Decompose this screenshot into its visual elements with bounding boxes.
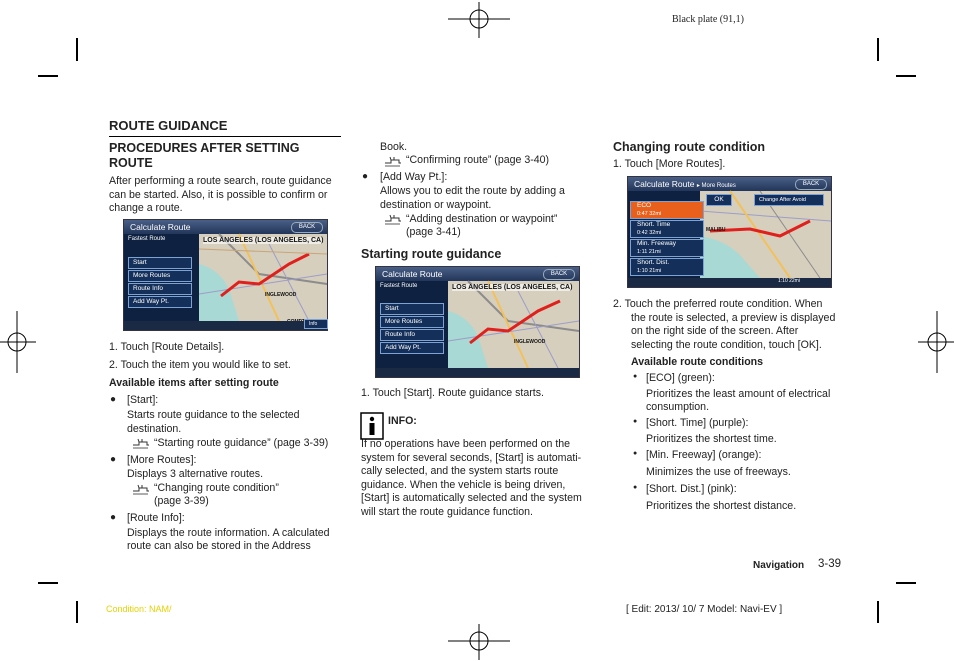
items-heading: Available items after setting route [109,377,279,389]
item-reference: (page 3-39) [154,495,209,507]
plate-label: Black plate (91,1) [672,14,744,25]
option-name: Short. Dist. [637,259,670,266]
screen-footer [376,368,579,377]
registration-mark-top [448,2,510,38]
step-1: 1. Touch [Route Details]. [109,341,225,353]
step-2-line: on the right side of the screen. After [631,325,799,337]
item-desc: Starts route guidance to the selected [127,409,300,421]
footer-section: Navigation [753,560,805,571]
condition-label: Condition: NAM/ [106,604,172,614]
route-option-short-time[interactable] [630,220,704,238]
condition-label: [Min. Freeway] (orange): [646,449,762,461]
more-routes-screen [627,176,832,288]
back-button[interactable]: BACK [795,179,827,190]
crop-mark [877,38,879,61]
route-details-screen [123,219,328,331]
item-reference: “Confirming route” (page 3-40) [406,154,550,166]
step-2-line: the route is selected, a preview is displayed [631,312,836,324]
bullet: ● [633,418,638,425]
bullet: ● [110,512,117,523]
destination-address: LOS ANGELES (LOS ANGELES, CA) [452,284,573,291]
condition-desc: consumption. [646,401,710,413]
destination-address: LOS ANGELES (LOS ANGELES, CA) [203,237,324,244]
info-line: If no operations have been performed on the [361,438,571,450]
item-reference: “Adding destination or waypoint” [406,213,558,225]
screen-title: Calculate Route [124,220,327,234]
intro-line: After performing a route search, route guidance [109,175,332,187]
registration-mark-right [918,311,954,373]
ok-button[interactable]: OK [706,194,732,206]
condition-desc: Minimizes the use of freeways. [646,466,791,478]
back-button[interactable]: BACK [543,269,575,280]
condition-desc: Prioritizes the least amount of electrical [646,388,831,400]
registration-mark-left [0,311,36,373]
crop-mark [896,582,916,584]
intro-line: change a route. [109,202,183,214]
info-line: will start the route guidance function. [361,506,533,518]
registration-mark-bottom [448,624,510,660]
bullet: ● [633,450,638,457]
option-info: 1:10 21mi [637,268,662,274]
starting-guidance-heading: Starting route guidance [361,247,502,261]
item-desc: destination. [127,423,182,435]
step-1: 1. Touch [More Routes]. [613,158,726,170]
crop-mark [76,601,78,623]
more-routes-button[interactable]: More Routes [380,316,444,328]
changing-route-heading: Changing route condition [613,140,766,154]
screen-footer [628,278,831,287]
route-option-min-freeway[interactable] [630,239,704,257]
start-step: 1. Touch [Start]. Route guidance starts. [361,387,544,399]
option-info: 0:47 32mi [637,211,662,217]
option-info: 0:42 32mi [637,230,662,236]
item-label: [More Routes]: [127,454,197,466]
map-city-label: MALIBU [706,227,726,233]
step-2: 2. Touch the item you would like to set. [109,359,291,371]
start-button[interactable]: Start [380,303,444,315]
add-waypoint-button[interactable]: Add Way Pt. [380,342,444,354]
crop-mark [38,75,58,77]
crop-mark [38,582,58,584]
bullet: ● [633,373,638,380]
conditions-heading: Available route conditions [631,356,764,368]
info-heading: INFO: [388,415,417,427]
screen-subtitle: Fastest Route [380,283,418,289]
page-number: 3-39 [818,558,842,570]
info-line: system for several seconds, [Start] is automati- [361,452,582,464]
reference-icon [384,155,402,168]
crop-mark [877,601,879,623]
item-label: [Route Info]: [127,512,185,524]
step-2-line: 2. Touch the preferred route condition. When [613,298,823,310]
breadcrumb: ▸ More Routes [696,183,736,189]
bullet: ● [362,171,369,182]
info-button[interactable]: Info [304,319,328,329]
route-option-short-dist[interactable] [630,258,704,276]
condition-label: [Short. Time] (purple): [646,417,749,429]
item-desc: Allows you to edit the route by adding a [380,185,565,197]
bullet: ● [110,394,117,405]
info-line: cally selected, and the system starts route [361,465,559,477]
crop-mark [896,75,916,77]
route-info-button[interactable]: Route Info [380,329,444,341]
condition-label: [ECO] (green): [646,372,715,384]
route-summary: 1:10 22mi [778,278,800,284]
info-icon [360,412,384,440]
screen-footer [124,321,327,330]
item-desc: route can also be stored in the Address [127,540,311,552]
route-info-button[interactable]: Route Info [128,283,192,295]
subsection-title-2: ROUTE [109,156,153,170]
condition-desc: Prioritizes the shortest distance. [646,500,797,512]
section-rule [109,136,341,137]
condition-label: [Short. Dist.] (pink): [646,483,737,495]
item-reference: (page 3-41) [406,226,461,238]
item-label: [Start]: [127,394,159,406]
crop-mark [76,38,78,61]
option-name: Min. Freeway [637,240,677,247]
route-option-eco[interactable] [630,201,704,219]
info-line: guidance. When the vehicle is being driven, [361,479,566,491]
item-desc: destination or waypoint. [380,199,492,211]
change-after-avoid-button[interactable]: Change After Avoid [754,194,824,206]
item-desc: Displays the route information. A calculated [127,527,330,539]
map-graphic [448,281,579,368]
reference-icon [384,213,402,226]
item-reference: “Changing route condition” [154,482,279,494]
start-guidance-screen [375,266,580,378]
edit-info: [ Edit: 2013/ 10/ 7 Model: Navi-EV ] [626,604,783,615]
map-graphic [199,234,327,321]
condition-desc: Prioritizes the shortest time. [646,433,777,445]
info-line: [Start] is automatically selected and the system [361,492,582,504]
item-desc: Displays 3 alternative routes. [127,468,264,480]
intro-line: can be started. Also, it is possible to confirm or [109,189,328,201]
map-city-label: INGLEWOOD [514,339,546,345]
back-button[interactable]: BACK [291,222,323,233]
item-reference: “Starting route guidance” (page 3-39) [154,437,329,449]
screen-title: Calculate Route [376,267,579,281]
item-label: [Add Way Pt.]: [380,171,448,183]
reference-icon [132,437,150,450]
section-title: ROUTE GUIDANCE [109,118,228,133]
screen-subtitle: Fastest Route [128,236,166,242]
bullet: ● [110,454,117,465]
screen-title-text: Calculate Route [634,179,695,189]
map-view [199,234,327,321]
map-view [448,281,579,368]
map-city-label: INGLEWOOD [265,292,297,298]
start-button[interactable]: Start [128,257,192,269]
option-name: Short. Time [637,221,671,228]
reference-icon [132,483,150,496]
option-info: 1:11 21mi [637,249,661,255]
option-name: ECO [637,202,652,209]
step-2-line: selecting the route condition, touch [OK]. [631,339,822,351]
subsection-title-1: PROCEDURES AFTER SETTING [109,141,300,155]
continued-text: Book. [380,141,408,153]
add-waypoint-button[interactable]: Add Way Pt. [128,296,192,308]
bullet: ● [633,484,638,491]
more-routes-button[interactable]: More Routes [128,270,192,282]
